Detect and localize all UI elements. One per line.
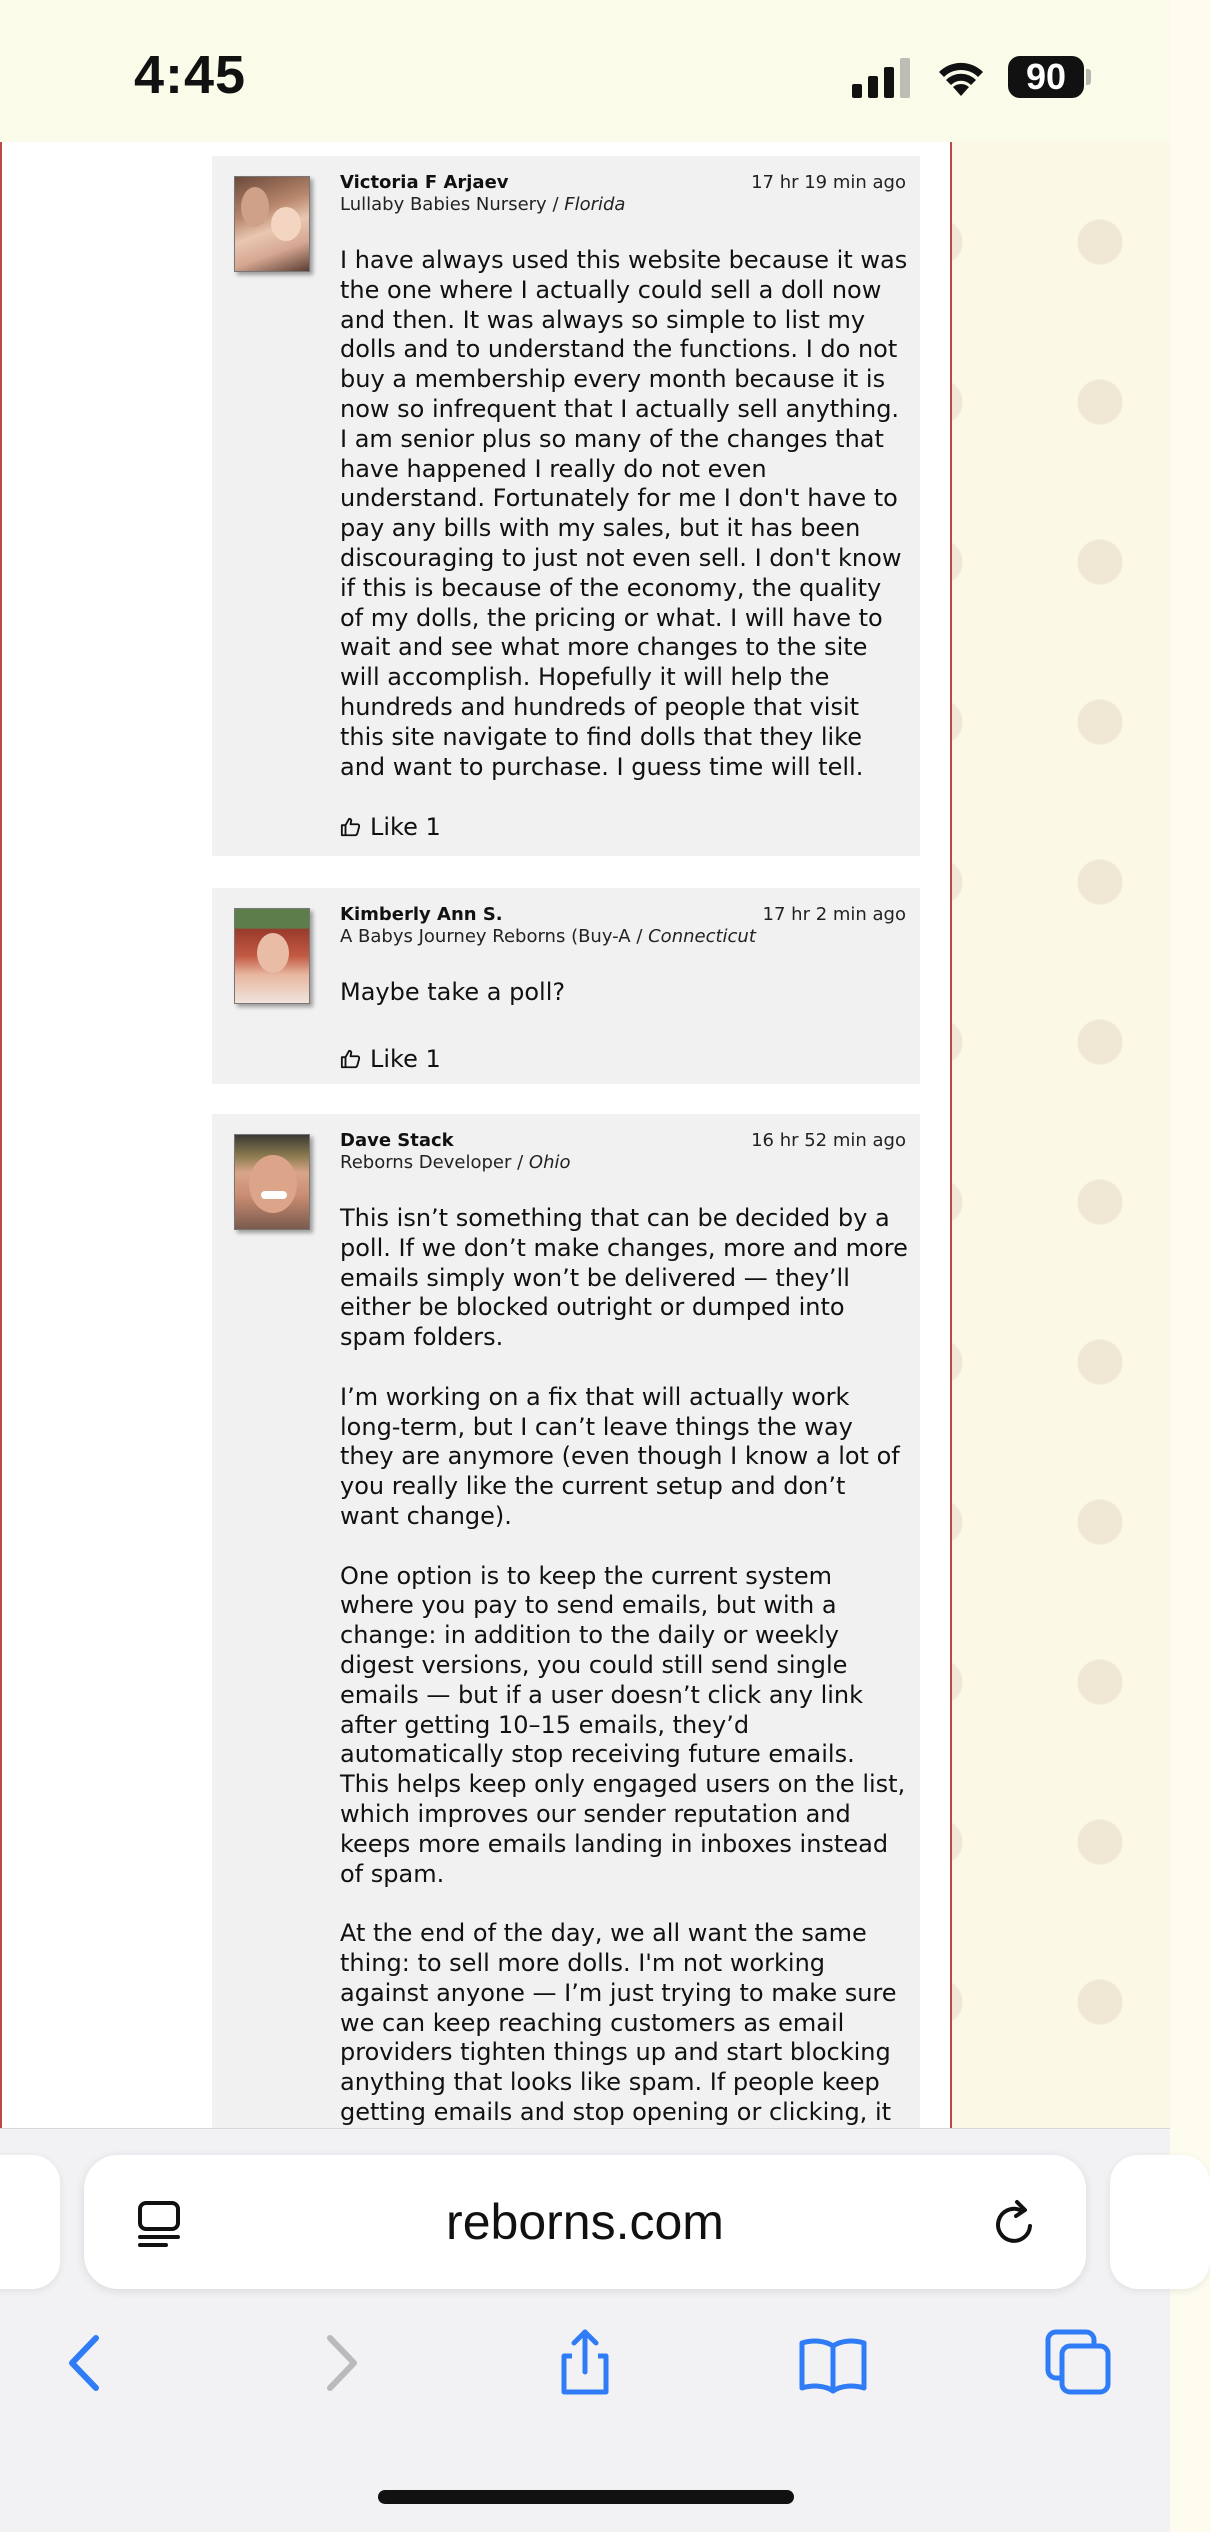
like-count-label: Like 1: [370, 813, 441, 841]
avatar[interactable]: [234, 908, 310, 1004]
comment-body: I have always used this website because it was the one where I actually could sell a doll now and then. It was always so simple to list my dolls and to understand the functions. I do not buy a membership every month because it is now so infrequent that I actually sell anything. I am senior plus so many of the changes that have happened I really do not even understand. Fortunately for me I don't have to pay any bills with my sales, but it has been discouraging to just not even sell. I don't know if this is because of the economy, the quality of my dolls, the pricing or what. I will have to wait and see what more changes to the site will accomplish. Hopefully it will help the hundreds and hundreds of people that visit this site navigate to find dolls that they like and want to purchase. I guess time will tell.: [340, 246, 908, 781]
thumbs-up-icon: [340, 1048, 362, 1070]
comment-card: [212, 156, 920, 856]
author-location: Connecticut: [648, 926, 756, 947]
comment-timestamp: 17 hr 19 min ago: [751, 172, 906, 193]
author-name[interactable]: Kimberly Ann S.: [340, 904, 503, 925]
business-name[interactable]: Reborns Developer: [340, 1152, 512, 1173]
comments-column: [0, 142, 952, 2128]
comment-card: [212, 888, 920, 1084]
status-time: 4:45: [134, 45, 247, 105]
share-icon[interactable]: [550, 2328, 620, 2398]
author-business: A Babys Journey Reborns (Buy-A / Connecticut: [340, 926, 756, 947]
avatar[interactable]: [234, 176, 310, 272]
page-menu-icon[interactable]: [134, 2199, 184, 2249]
avatar[interactable]: [234, 1134, 310, 1230]
home-indicator[interactable]: [378, 2490, 794, 2504]
forward-chevron-icon[interactable]: [304, 2328, 374, 2398]
comment-card: [212, 1114, 920, 2214]
comment-timestamp: 16 hr 52 min ago: [751, 1130, 906, 1151]
comment-body: This isn’t something that can be decided by a poll. If we don’t make changes, more and more emails simply won’t be delivered — they’ll either be blocked outright or dumped into spam folders. I’m working on a fix that will actually work long-term, but I can’t leave things the way they are anymore (even though I know a lot of you really like the current setup and don’t want change). One option is to keep the current system where you pay to send emails, but with a change: in addition to the daily or weekly digest versions, you could still send single emails — but if a user doesn’t click any link after getting 10–15 emails, they’d automatically stop receiving future emails. This helps keep only engaged users on the list, which improves our sender reputation and keeps more emails landing in inboxes instead of spam. At the end of the day, we all want the same thing: to sell more dolls. I'm not working against anyone — I’m just trying to make sure we can keep reaching customers as email providers tighten things up and start blocking anything that looks like spam. If people keep getting emails and stop opening or clicking, it: [340, 1204, 908, 2126]
next-tab-preview[interactable]: [1110, 2155, 1210, 2289]
business-name[interactable]: A Babys Journey Reborns (Buy-A: [340, 926, 631, 947]
web-page: [0, 142, 1170, 2128]
like-count-label: Like 1: [370, 1045, 441, 1073]
business-name[interactable]: Lullaby Babies Nursery: [340, 194, 547, 215]
author-business: Lullaby Babies Nursery / Florida: [340, 194, 626, 215]
previous-tab-preview[interactable]: [0, 2155, 60, 2289]
url-text[interactable]: reborns.com: [446, 2194, 724, 2250]
tabs-icon[interactable]: [1044, 2328, 1114, 2398]
author-name[interactable]: Victoria F Arjaev: [340, 172, 509, 193]
author-business: Reborns Developer / Ohio: [340, 1152, 571, 1173]
status-bar: [0, 0, 1170, 142]
cellular-signal-icon: [852, 58, 914, 98]
author-location: Florida: [564, 194, 626, 215]
author-name[interactable]: Dave Stack: [340, 1130, 454, 1151]
address-bar[interactable]: [84, 2155, 1086, 2289]
author-location: Ohio: [528, 1152, 571, 1173]
reload-icon[interactable]: [990, 2199, 1040, 2249]
battery-level: 90: [1025, 56, 1067, 97]
wifi-icon: [936, 54, 986, 98]
comment-body: Maybe take a poll?: [340, 978, 566, 1006]
thumbs-up-icon: [340, 816, 362, 838]
back-chevron-icon[interactable]: [52, 2328, 122, 2398]
like-button[interactable]: [340, 1045, 441, 1073]
battery-icon: [1008, 56, 1090, 98]
book-icon[interactable]: [798, 2328, 868, 2398]
comment-timestamp: 17 hr 2 min ago: [762, 904, 906, 925]
like-button[interactable]: [340, 813, 441, 841]
